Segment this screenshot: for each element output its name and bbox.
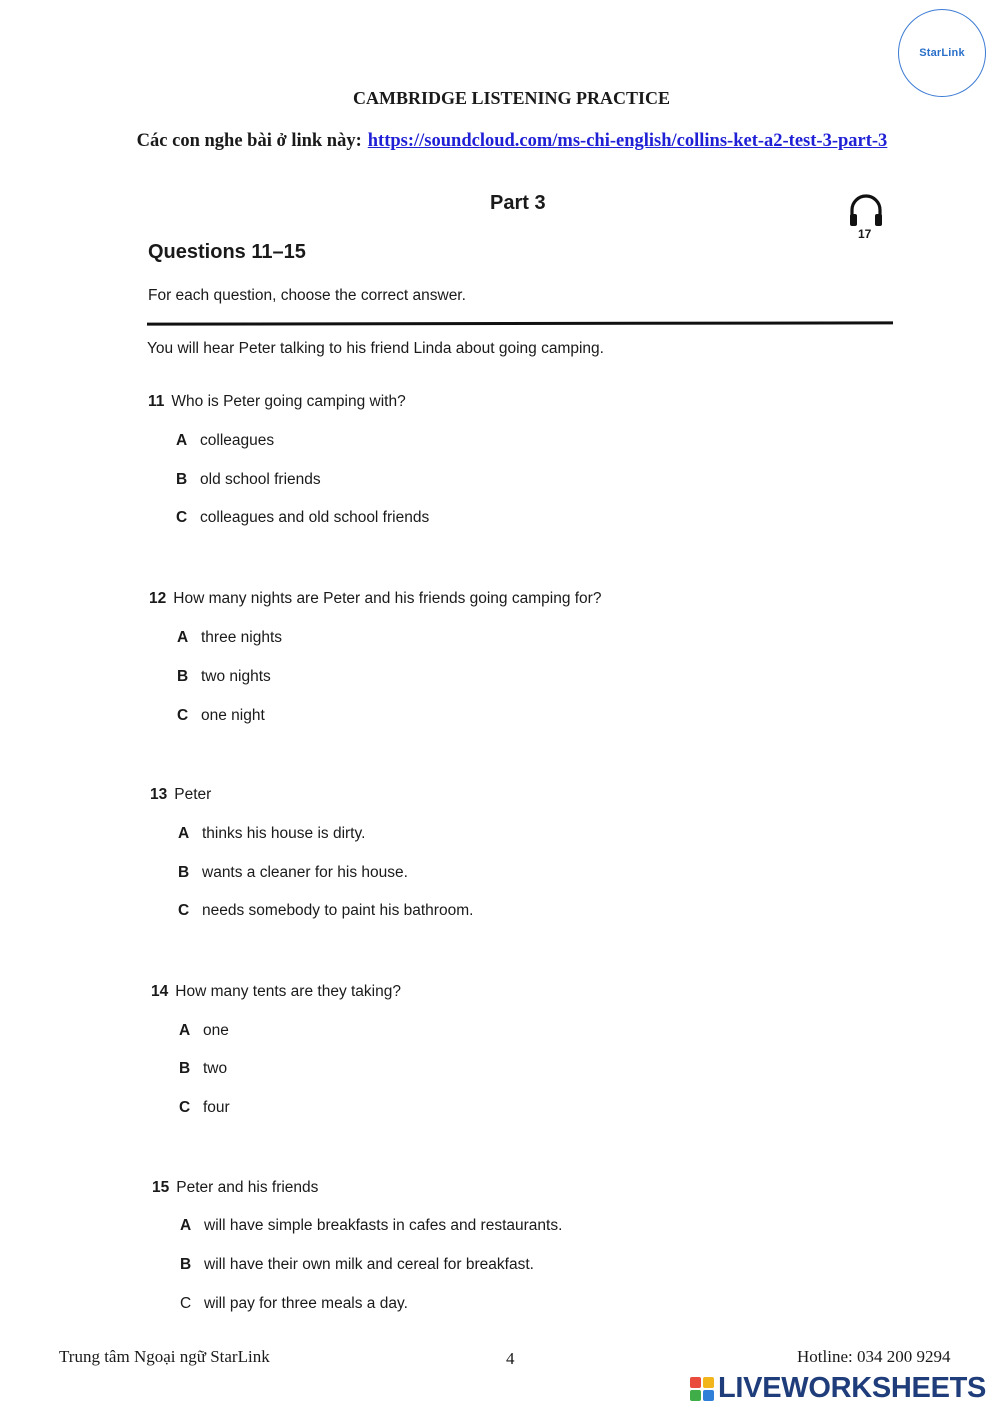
question-number: 13	[150, 786, 168, 803]
option-text: two	[203, 1060, 228, 1077]
option-text: four	[203, 1099, 230, 1116]
option-text: will pay for three meals a day.	[204, 1295, 408, 1312]
option-text: thinks his house is dirty.	[202, 825, 366, 842]
option-15-b[interactable]	[180, 1256, 534, 1274]
option-letter: A	[180, 1217, 192, 1234]
option-letter: A	[179, 1022, 191, 1039]
footer-center-name: Trung tâm Ngoại ngữ StarLink	[59, 1347, 270, 1366]
option-letter: C	[176, 509, 188, 526]
option-11-b[interactable]	[176, 471, 321, 489]
option-text: one	[203, 1022, 229, 1039]
listening-intro: You will hear Peter talking to his friend Linda about going camping.	[147, 340, 604, 357]
option-letter: C	[178, 902, 190, 919]
question-11	[148, 393, 406, 411]
option-15-a[interactable]	[180, 1217, 562, 1235]
option-text: wants a cleaner for his house.	[202, 864, 408, 881]
link-intro: Các con nghe bài ở link này:	[136, 131, 362, 151]
option-13-c[interactable]	[178, 902, 473, 920]
liveworksheets-logo-icon	[690, 1377, 714, 1401]
question-number: 15	[152, 1179, 170, 1196]
question-number: 14	[151, 983, 169, 1000]
listening-link-line	[0, 131, 1000, 152]
option-letter: C	[180, 1295, 192, 1312]
option-11-c[interactable]	[176, 509, 429, 527]
question-14	[151, 983, 401, 1001]
question-number: 11	[148, 393, 165, 410]
option-12-c[interactable]	[177, 707, 265, 725]
question-text: Who is Peter going camping with?	[171, 393, 406, 410]
question-text: Peter	[174, 786, 212, 803]
option-13-b[interactable]	[178, 864, 408, 882]
option-text: will have their own milk and cereal for breakfast.	[204, 1256, 534, 1273]
option-text: colleagues	[200, 432, 275, 449]
logo-square	[703, 1377, 714, 1388]
option-11-a[interactable]	[176, 432, 274, 450]
liveworksheets-text: LIVEWORKSHEETS	[718, 1372, 987, 1404]
divider-rule	[147, 321, 893, 325]
option-letter: B	[178, 864, 190, 881]
option-letter: C	[177, 707, 189, 724]
option-14-b[interactable]	[179, 1060, 227, 1078]
option-12-b[interactable]	[177, 668, 271, 686]
question-text: How many nights are Peter and his friends going camping for?	[173, 590, 602, 607]
option-14-a[interactable]	[179, 1022, 229, 1040]
part-title: Part 3	[490, 192, 546, 214]
liveworksheets-watermark	[690, 1372, 986, 1405]
starlink-logo	[898, 9, 986, 97]
question-15	[152, 1179, 318, 1197]
starlink-logo-icon: StarLink	[919, 47, 965, 59]
option-text: will have simple breakfasts in cafes and restaurants.	[204, 1217, 563, 1234]
document-title: CAMBRIDGE LISTENING PRACTICE	[352, 88, 671, 108]
option-text: three nights	[201, 629, 282, 646]
option-text: one night	[201, 707, 265, 724]
option-text: colleagues and old school friends	[200, 509, 430, 526]
option-letter: C	[179, 1099, 191, 1116]
question-12	[149, 590, 601, 608]
option-letter: B	[180, 1256, 192, 1273]
option-letter: B	[177, 668, 189, 685]
soundcloud-link[interactable]: https://soundcloud.com/ms-chi-english/collins-ket-a2-test-3-part-3	[367, 131, 888, 151]
option-letter: A	[176, 432, 188, 449]
option-14-c[interactable]	[179, 1099, 230, 1117]
option-13-a[interactable]	[178, 825, 365, 843]
option-letter: A	[178, 825, 190, 842]
questions-heading: Questions 11–15	[148, 241, 306, 263]
logo-square	[690, 1390, 701, 1401]
option-text: two nights	[201, 668, 271, 685]
footer-hotline: Hotline: 034 200 9294	[797, 1347, 951, 1366]
option-letter: B	[179, 1060, 191, 1077]
question-text: Peter and his friends	[176, 1179, 319, 1196]
option-text: needs somebody to paint his bathroom.	[202, 902, 474, 919]
option-letter: A	[177, 629, 189, 646]
option-letter: B	[176, 471, 188, 488]
option-text: old school friends	[200, 471, 321, 488]
question-13	[150, 786, 211, 804]
logo-square	[690, 1377, 701, 1388]
logo-square	[703, 1390, 714, 1401]
option-15-c[interactable]	[180, 1295, 408, 1313]
question-number: 12	[149, 590, 167, 607]
track-number: 17	[858, 227, 872, 241]
question-text: How many tents are they taking?	[175, 983, 401, 1000]
option-12-a[interactable]	[177, 629, 282, 647]
page-number: 4	[506, 1349, 515, 1368]
instruction: For each question, choose the correct answer.	[148, 287, 466, 304]
